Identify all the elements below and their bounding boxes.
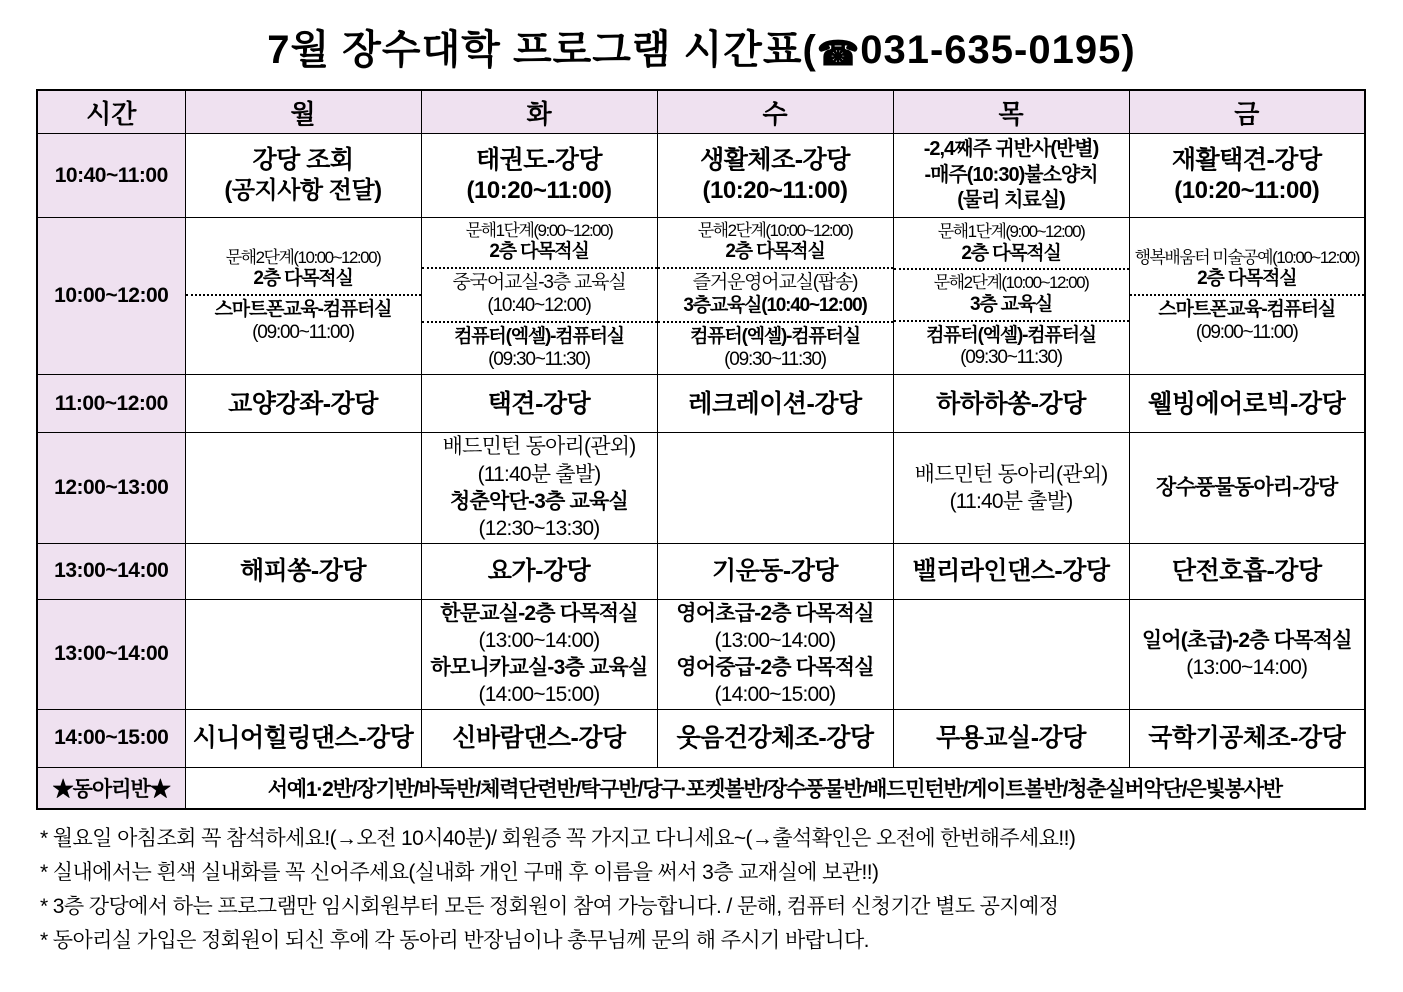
note-item: * 동아리실 가입은 정회원이 되신 후에 각 동아리 반장님이나 총무님께 문의 해 주시기 바랍니다.: [40, 929, 869, 953]
cell-line: (14:00~15:00): [478, 683, 600, 707]
col-header-fri: 금: [1129, 90, 1365, 134]
cell-line: (09:30~11:30): [724, 348, 826, 370]
cell-line: 해피쏭-강당: [239, 557, 367, 586]
cell-line: (10:20~11:00): [466, 177, 612, 205]
cell-line: 하모니카교실-3층 교육실: [430, 656, 648, 680]
cell-block: [894, 219, 1129, 268]
cell-line: (10:40~12:00): [487, 294, 591, 316]
cell-thu: [893, 218, 1129, 375]
cell-mon: [185, 134, 421, 218]
cell-thu: [893, 134, 1129, 218]
cell-blocks: [1130, 245, 1365, 348]
cell-line: 문해2단계(10:00~12:00): [933, 273, 1089, 293]
cell-tue: [421, 709, 657, 767]
cell-fri: [1129, 543, 1365, 599]
cell-fri: [1129, 599, 1365, 709]
cell-mon: [185, 543, 421, 599]
cell-tue: [421, 599, 657, 709]
cell-line: 2층 다목적실: [961, 242, 1061, 264]
cell-block: [658, 218, 893, 267]
cell-wed: [657, 433, 893, 543]
cell-wed: [657, 543, 893, 599]
cell-thu: [893, 599, 1129, 709]
cell-fri: [1129, 375, 1365, 433]
cell-thu: [893, 543, 1129, 599]
cell-thu: [893, 433, 1129, 543]
cell-tue: [421, 543, 657, 599]
table-row: [37, 375, 1365, 433]
note-item: * 월요일 아침조회 꼭 참석하세요!(→오전 10시40분)/ 회원증 꼭 가지고 다니세요~(→출석확인은 오전에 한번해주세요!!): [40, 827, 1076, 851]
cell-line: 2층 다목적실: [253, 268, 353, 290]
cell-wed: [657, 375, 893, 433]
title-phone: 031-635-0195: [860, 28, 1122, 72]
cell-block: [186, 294, 421, 348]
cell-mon: [185, 599, 421, 709]
cell-line: -매주(10:30)불소양치: [924, 163, 1098, 186]
table-row: [37, 543, 1365, 599]
cell-line: -2,4째주 귀반사(반별): [923, 138, 1099, 161]
cell-line: 레크레이션-강당: [688, 389, 862, 418]
col-header-time: 시간: [37, 90, 185, 134]
col-header-mon: 월: [185, 90, 421, 134]
cell-line: (09:00~11:00): [252, 321, 354, 343]
cell-line: 스마트폰교육-컴퓨터실: [1158, 298, 1336, 320]
cell-blocks: [422, 218, 657, 374]
cell-line: 웰빙에어로빅-강당: [1148, 389, 1346, 418]
cell-fri: [1129, 218, 1365, 375]
cell-line: (10:20~11:00): [1174, 177, 1320, 205]
cell-line: 컴퓨터(엑셀)-컴퓨터실: [454, 325, 624, 347]
cell-line: 스마트폰교육-컴퓨터실: [214, 298, 392, 320]
cell-line: (11:40분 출발): [949, 489, 1073, 513]
table-row: [37, 134, 1365, 218]
cell-block: [422, 267, 657, 321]
cell-line: (물리 치료실): [957, 189, 1065, 212]
note-item: * 3층 강당에서 하는 프로그램만 임시회원부터 모든 정회원이 참여 가능합니다. / 문해, 컴퓨터 신청기간 별도 공지예정: [40, 895, 1059, 919]
cell-thu: [893, 375, 1129, 433]
cell-line: 중국어교실-3층 교육실: [452, 272, 626, 294]
cell-line: 3층교육실(10:40~12:00): [683, 294, 867, 316]
cell-line: (11:40분 출발): [477, 462, 601, 486]
cell-line: 컴퓨터(엑셀)-컴퓨터실: [690, 325, 860, 347]
cell-line: 행복배움터 미술공예(10:00~12:00): [1134, 247, 1359, 267]
cell-line: (09:00~11:00): [1195, 321, 1298, 343]
cell-line: 강당 조회: [252, 146, 354, 175]
row-time-label: 12:00~13:00: [37, 433, 185, 543]
cell-line: 요가-강당: [487, 557, 591, 586]
cell-block: [894, 320, 1129, 374]
cell-line: 태권도-강당: [475, 146, 603, 175]
cell-line: 밸리라인댄스-강당: [912, 557, 1110, 586]
notes-section: [36, 822, 1367, 958]
page-title: [36, 18, 1367, 75]
cell-line: (10:20~11:00): [702, 177, 848, 205]
cell-line: 택견-강당: [487, 389, 591, 418]
club-row: [37, 767, 1365, 809]
cell-thu: [893, 709, 1129, 767]
cell-line: 문해1단계(9:00~12:00): [465, 221, 613, 240]
cell-line: 문해2단계(10:00~12:00): [697, 221, 853, 240]
cell-line: 단전호흡-강당: [1171, 557, 1322, 586]
cell-line: (13:00~14:00): [714, 628, 836, 652]
cell-wed: [657, 134, 893, 218]
cell-line: (14:00~15:00): [714, 683, 836, 707]
row-time-label: 10:00~12:00: [37, 218, 185, 375]
table-row: [37, 709, 1365, 767]
cell-line: 교양강좌-강당: [228, 389, 378, 418]
cell-line: 한문교실-2층 다목적실: [440, 601, 638, 625]
col-header-tue: 화: [421, 90, 657, 134]
phone-icon: ☎: [816, 35, 861, 73]
cell-blocks: [186, 245, 421, 348]
cell-line: (09:30~11:30): [960, 347, 1062, 369]
cell-line: 2층 다목적실: [489, 241, 589, 263]
cell-line: 시니어힐링댄스-강당: [192, 724, 414, 753]
cell-block: [1130, 245, 1365, 294]
cell-line: 영어초급-2층 다목적실: [676, 601, 874, 625]
col-header-thu: 목: [893, 90, 1129, 134]
cell-line: 웃음건강체조-강당: [676, 724, 874, 753]
title-text-before: 7월 장수대학 프로그램 시간표(: [267, 28, 817, 72]
table-row: [37, 599, 1365, 709]
cell-block: [894, 268, 1129, 319]
table-header-row: [37, 90, 1365, 134]
row-time-label: 14:00~15:00: [37, 709, 185, 767]
cell-line: 배드민턴 동아리(관외): [914, 462, 1108, 486]
cell-tue: [421, 134, 657, 218]
cell-line: 배드민턴 동아리(관외): [442, 435, 636, 459]
cell-tue: [421, 375, 657, 433]
cell-wed: [657, 599, 893, 709]
club-row-list: 서예1·2반/장기반/바둑반/체력단련반/탁구반/당구·포켓볼반/장수풍물반/배드민턴반/게이트볼반/청춘실버악단/은빛봉사반: [185, 767, 1365, 809]
cell-line: 재활택견-강당: [1171, 146, 1322, 175]
cell-line: (공지사항 전달): [224, 177, 382, 205]
cell-blocks: [894, 219, 1129, 373]
cell-line: (13:00~14:00): [478, 628, 600, 652]
cell-block: [422, 218, 657, 267]
cell-mon: [185, 218, 421, 375]
row-time-label: 13:00~14:00: [37, 599, 185, 709]
cell-block: [658, 321, 893, 375]
cell-wed: [657, 709, 893, 767]
cell-line: 2층 다목적실: [1197, 268, 1297, 290]
cell-line: 장수풍물동아리-강당: [1155, 476, 1338, 500]
cell-line: 생활체조-강당: [700, 146, 850, 175]
cell-line: (12:30~13:30): [478, 517, 600, 541]
table-row: [37, 218, 1365, 375]
schedule-body: [37, 134, 1365, 810]
cell-line: 기운동-강당: [711, 557, 839, 586]
cell-line: 일어(초급)-2층 다목적실: [1141, 628, 1352, 652]
row-time-label: 11:00~12:00: [37, 375, 185, 433]
cell-block: [658, 267, 893, 321]
cell-tue: [421, 433, 657, 543]
cell-wed: [657, 218, 893, 375]
cell-line: 문해2단계(10:00~12:00): [225, 247, 381, 267]
cell-fri: [1129, 709, 1365, 767]
cell-fri: [1129, 433, 1365, 543]
col-header-wed: 수: [657, 90, 893, 134]
cell-line: (09:30~11:30): [488, 348, 590, 370]
cell-fri: [1129, 134, 1365, 218]
cell-mon: [185, 375, 421, 433]
cell-line: 신바람댄스-강당: [452, 724, 626, 753]
cell-line: 무용교실-강당: [936, 724, 1086, 753]
cell-mon: [185, 433, 421, 543]
row-time-label: 13:00~14:00: [37, 543, 185, 599]
cell-block: [186, 245, 421, 294]
note-item: * 실내에서는 흰색 실내화를 꼭 신어주세요(실내화 개인 구매 후 이름을 써서 3층 교재실에 보관!!): [40, 861, 879, 885]
cell-blocks: [658, 218, 893, 374]
cell-line: 2층 다목적실: [725, 241, 825, 263]
cell-line: 하하하쏭-강당: [936, 389, 1086, 418]
table-row: [37, 433, 1365, 543]
cell-line: 국학기공체조-강당: [1148, 724, 1346, 753]
row-time-label: 10:40~11:00: [37, 134, 185, 218]
schedule-table: [36, 89, 1366, 810]
cell-tue: [421, 218, 657, 375]
cell-line: 문해1단계(9:00~12:00): [937, 222, 1085, 242]
cell-block: [422, 321, 657, 375]
cell-line: 청춘악단-3층 교육실: [450, 489, 628, 513]
cell-block: [1130, 294, 1365, 348]
cell-line: 영어중급-2층 다목적실: [676, 656, 874, 680]
club-row-label: ★동아리반★: [37, 767, 185, 809]
title-text-after: ): [1121, 28, 1136, 72]
cell-line: 즐거운영어교실(팝송): [692, 272, 858, 294]
cell-mon: [185, 709, 421, 767]
cell-line: 3층 교육실: [969, 293, 1053, 315]
cell-line: (13:00~14:00): [1186, 656, 1308, 680]
cell-line: 컴퓨터(엑셀)-컴퓨터실: [926, 324, 1096, 346]
